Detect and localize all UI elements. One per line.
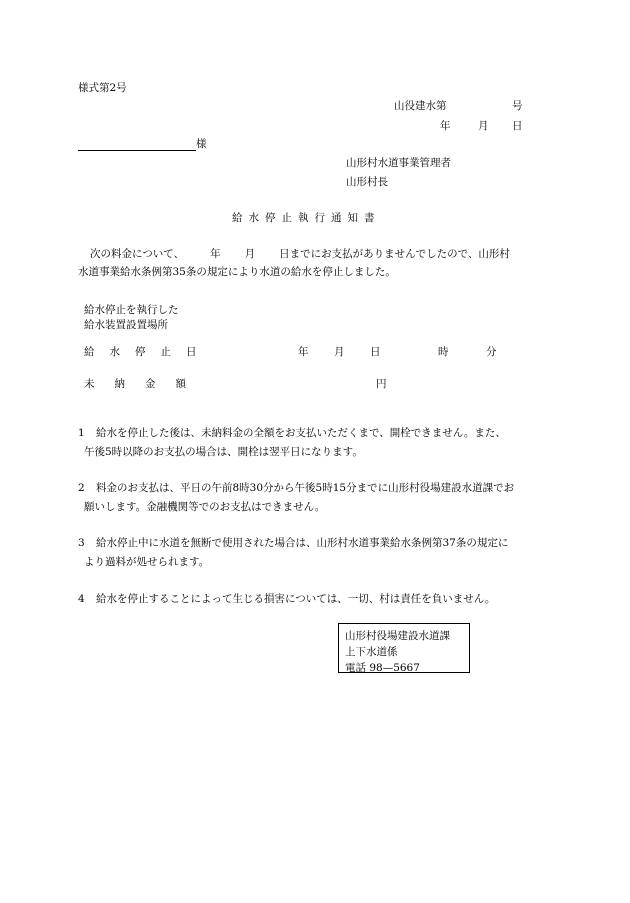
location-label-1: 給水停止を執行した <box>84 304 179 316</box>
body-line-1 <box>78 245 553 263</box>
document-number-prefix: 山役建水第 <box>394 100 447 112</box>
date-year: 年 <box>440 120 451 132</box>
note-text-continued: 午後5時以降のお支払の場合は、開栓は翌平日になります。 <box>84 446 363 458</box>
note-number: 1 <box>78 427 85 439</box>
contact-department: 山形村役場建設水道課 <box>345 630 450 642</box>
location-label-2: 給水装置設置場所 <box>84 319 168 331</box>
date-day: 日 <box>512 120 523 132</box>
body-day-text: 日までにお支払がありませんでしたので、山形村 <box>279 248 510 260</box>
stop-date-day: 日 <box>370 346 381 358</box>
addressee-line <box>78 150 196 151</box>
issuer-name: 山形村長 <box>346 176 388 188</box>
stop-date-minute: 分 <box>486 346 497 358</box>
body-line-2: 水道事業給水条例第35条の規定により水道の給水を停止しました。 <box>78 266 396 278</box>
contact-box <box>338 623 470 673</box>
body-month: 月 <box>244 248 256 260</box>
unpaid-amount-unit: 円 <box>376 378 387 390</box>
stop-date-year: 年 <box>298 346 309 358</box>
issuer-title: 山形村水道事業管理者 <box>346 157 451 169</box>
note-text: 給水を停止することによって生じる損害については、一切、村は責任を負いません。 <box>96 593 496 605</box>
note-text: 料金のお支払は、平日の午前8時30分から午後5時15分までに山形村役場建設水道課でお <box>96 482 515 494</box>
body-paragraph <box>78 245 553 281</box>
note-1 <box>78 424 553 462</box>
note-3 <box>78 534 553 572</box>
note-text-continued: 願いします。金融機関等でのお支払はできません。 <box>84 501 326 513</box>
addressee-suffix: 様 <box>196 138 207 150</box>
note-2 <box>78 479 553 517</box>
note-number: 3 <box>78 537 85 549</box>
document-number-suffix: 号 <box>512 100 523 112</box>
note-text-continued: より過料が処せられます。 <box>84 556 210 568</box>
note-number: 4 <box>78 593 85 605</box>
form-number: 様式第2号 <box>78 82 127 94</box>
date-month: 月 <box>478 120 489 132</box>
stop-date-month: 月 <box>334 346 345 358</box>
unpaid-amount-label: 未納金額 <box>84 378 206 390</box>
body-year: 年 <box>210 248 221 260</box>
stop-date-hour: 時 <box>438 346 449 358</box>
contact-phone: 電話 98—5667 <box>345 662 420 674</box>
note-text: 給水停止中に水道を無断で使用された場合は、山形村水道事業給水条例第37条の規定に <box>96 537 509 549</box>
note-4 <box>78 590 553 609</box>
document-title: 給水停止執行通知書 <box>232 212 381 224</box>
stop-date-label: 給水停止日 <box>84 346 212 358</box>
body-intro: 次の料金について、 <box>90 248 185 260</box>
note-number: 2 <box>78 482 85 494</box>
contact-section: 上下水道係 <box>345 646 398 658</box>
note-text: 給水を停止した後は、未納料金の全額をお支払いただくまで、開栓できません。また、 <box>96 427 506 439</box>
